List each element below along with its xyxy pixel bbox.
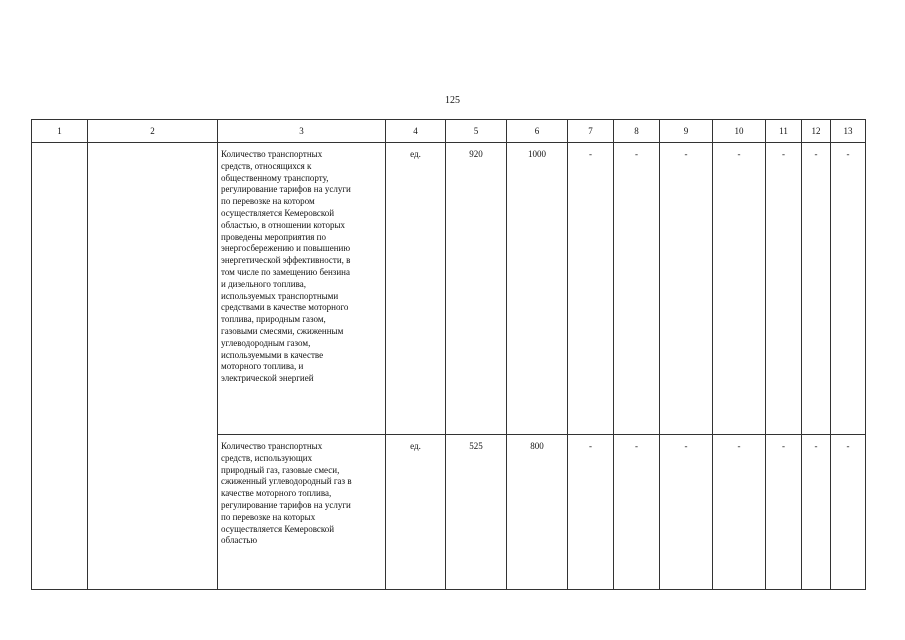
- description-line: осуществляется Кемеровской: [221, 207, 335, 218]
- header-cell-3: 3: [218, 120, 386, 143]
- value-cell-col11: -: [766, 143, 802, 435]
- value-cell-col9: -: [660, 143, 713, 435]
- value-cell-col5: 525: [446, 435, 507, 590]
- header-cell-2: 2: [88, 120, 218, 143]
- header-cell-12: 12: [802, 120, 831, 143]
- indicators-table: [31, 119, 866, 590]
- header-cell-6: 6: [507, 120, 568, 143]
- value-cell-col6: 800: [507, 435, 568, 590]
- value-cell-col11: -: [766, 435, 802, 590]
- merged-cell-col1: [32, 143, 88, 590]
- unit-cell: ед.: [386, 435, 446, 590]
- description-line: осуществляется Кемеровской: [221, 523, 335, 534]
- description-line: качестве моторного топлива,: [221, 488, 332, 499]
- page-number: 125: [445, 95, 460, 106]
- description-line: областью: [221, 535, 258, 546]
- description-line: по перевозке на которых: [221, 511, 316, 522]
- header-cell-1: 1: [32, 120, 88, 143]
- description-line: топлива, природным газом,: [221, 314, 326, 325]
- value-cell-col13: -: [831, 435, 866, 590]
- value-cell-col5: 920: [446, 143, 507, 435]
- description-line: том числе по замещению бензина: [221, 266, 350, 277]
- value-cell-col10: -: [713, 435, 766, 590]
- value-cell-col12: -: [802, 435, 831, 590]
- description-line: используемых транспортными: [221, 290, 339, 301]
- value-cell-col13: -: [831, 143, 866, 435]
- description-line: природный газ, газовые смеси,: [221, 464, 340, 475]
- description-line: Количество транспортных: [221, 441, 323, 451]
- value-cell-col10: -: [713, 143, 766, 435]
- description-line: Количество транспортных: [221, 149, 323, 159]
- description-line: и дизельного топлива,: [221, 278, 306, 289]
- header-cell-9: 9: [660, 120, 713, 143]
- description-line: средств, относящихся к: [221, 160, 312, 171]
- description-line: проведены мероприятия по: [221, 231, 326, 242]
- description-line: регулирование тарифов на услуги: [221, 184, 351, 195]
- header-cell-5: 5: [446, 120, 507, 143]
- description-line: моторного топлива, и: [221, 361, 304, 372]
- description-line: областью, в отношении которых: [221, 219, 346, 230]
- description-line: средствами в качестве моторного: [221, 302, 349, 313]
- description-line: электрической энергией: [221, 373, 314, 384]
- indicator-description: [218, 435, 386, 590]
- value-cell-col8: -: [614, 143, 660, 435]
- description-line: энергосбережению и повышению: [221, 243, 351, 254]
- table-row: [32, 143, 866, 435]
- description-line: углеводородным газом,: [221, 337, 311, 348]
- value-cell-col7: -: [568, 143, 614, 435]
- description-line: энергетической эффективности, в: [221, 255, 351, 266]
- description-line: регулирование тарифов на услуги: [221, 499, 351, 510]
- value-cell-col7: -: [568, 435, 614, 590]
- merged-cell-col2: [88, 143, 218, 590]
- unit-cell: ед.: [386, 143, 446, 435]
- header-cell-7: 7: [568, 120, 614, 143]
- description-line: средств, использующих: [221, 452, 313, 463]
- description-line: газовыми смесями, сжиженным: [221, 325, 344, 336]
- description-line: по перевозке на котором: [221, 196, 315, 207]
- header-cell-11: 11: [766, 120, 802, 143]
- indicator-description: [218, 143, 386, 435]
- value-cell-col12: -: [802, 143, 831, 435]
- description-line: сжиженный углеводородный газ в: [221, 476, 352, 487]
- value-cell-col8: -: [614, 435, 660, 590]
- header-cell-4: 4: [386, 120, 446, 143]
- header-cell-8: 8: [614, 120, 660, 143]
- description-line: используемыми в качестве: [221, 349, 324, 360]
- header-cell-13: 13: [831, 120, 866, 143]
- table-header-row: [32, 120, 866, 143]
- description-line: общественному транспорту,: [221, 172, 329, 183]
- value-cell-col6: 1000: [507, 143, 568, 435]
- header-cell-10: 10: [713, 120, 766, 143]
- value-cell-col9: -: [660, 435, 713, 590]
